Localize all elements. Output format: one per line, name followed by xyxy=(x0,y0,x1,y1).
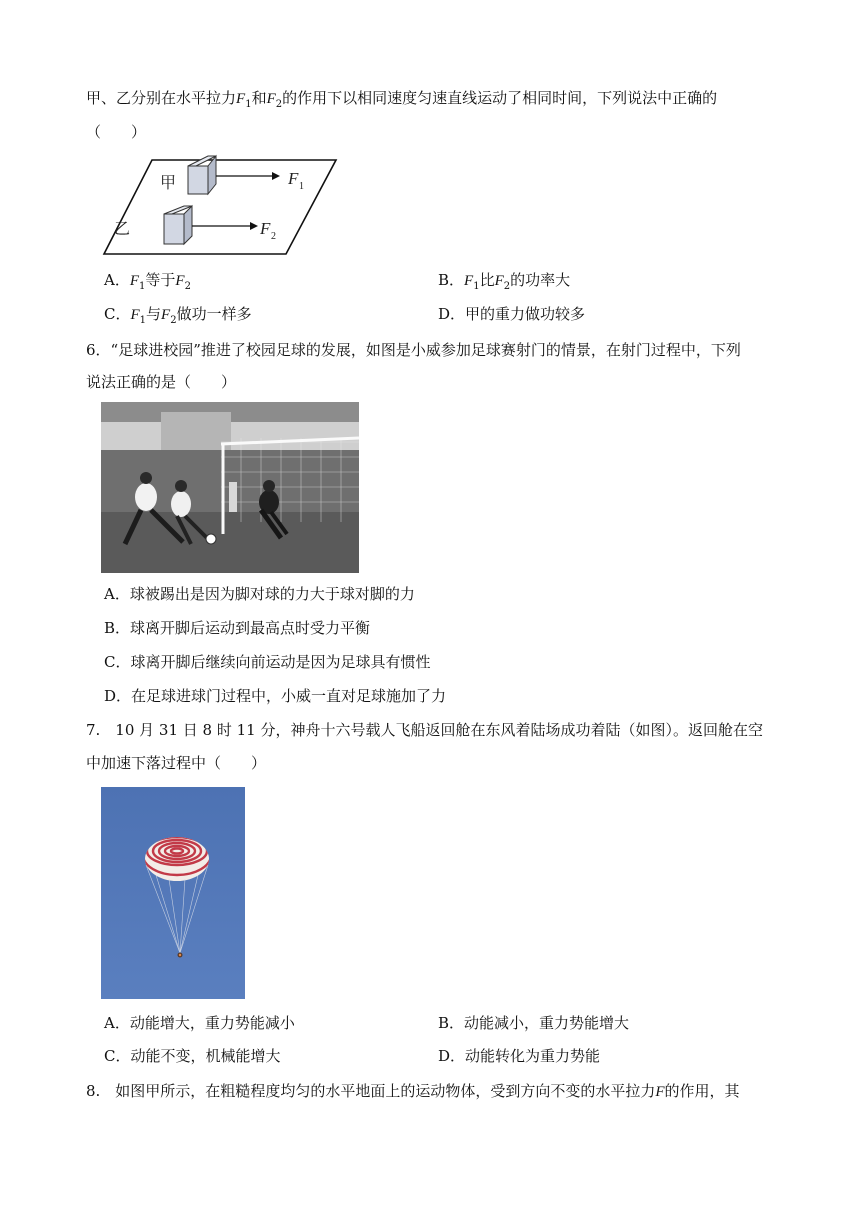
q7-option-c[interactable]: C．动能不变，机械能增大 xyxy=(104,1047,281,1065)
q5-figure-force-diagram xyxy=(100,150,340,258)
label-f2: F xyxy=(260,219,271,238)
q6-stem-line1: 6．“足球进校园”推进了校园足球的发展，如图是小威参加足球赛射门的情景，在射门过程中，下列 xyxy=(86,341,741,359)
q5-option-d[interactable]: D．甲的重力做功较多 xyxy=(438,305,586,323)
q5-stem-line1: 甲、乙分别在水平拉力$F_1$和$F_2$的作用下以相同速度匀速直线运动了相同时间，下列说法中正确的 xyxy=(86,89,718,110)
q8-stem-line1: 8. 如图甲所示，在粗糙程度均匀的水平地面上的运动物体，受到方向不变的水平拉力F的作用，其 xyxy=(86,1082,740,1100)
q7-option-d[interactable]: D．动能转化为重力势能 xyxy=(438,1047,601,1065)
label-jia: 甲 xyxy=(160,173,177,192)
q6-option-b[interactable]: B．球离开脚后运动到最高点时受力平衡 xyxy=(104,619,371,637)
q7-option-a[interactable]: A．动能增大，重力势能减小 xyxy=(104,1014,295,1032)
q6-soccer-photo xyxy=(101,402,359,573)
label-f1-sub: 1 xyxy=(299,181,304,192)
q7-parachute-photo xyxy=(101,787,245,999)
label-yi: 乙 xyxy=(114,219,131,238)
q7-stem-line2: 中加速下落过程中（ ） xyxy=(86,754,267,772)
q5-option-b[interactable]: B．$F_1$比$F_2$的功率大 xyxy=(438,271,571,292)
q6-stem-line2: 说法正确的是（ ） xyxy=(86,373,237,391)
q7-stem-line1: 7. 10 月 31 日 8 时 11 分，神舟十六号载人飞船返回舱在东风着陆场成功着陆（如图）。返回舱在空 xyxy=(86,721,763,739)
q5-stem-line2: （ ） xyxy=(86,123,147,141)
label-f1: F xyxy=(288,169,299,188)
q6-option-c[interactable]: C．球离开脚后继续向前运动是因为足球具有惯性 xyxy=(104,653,431,671)
q5-option-a[interactable]: A．$F_1$等于$F_2$ xyxy=(104,271,191,292)
label-f2-sub: 2 xyxy=(271,231,276,242)
q6-option-d[interactable]: D．在足球进球门过程中，小威一直对足球施加了力 xyxy=(104,687,447,705)
q7-option-b[interactable]: B．动能减小，重力势能增大 xyxy=(438,1014,630,1032)
q5-option-c[interactable]: C．$F_1$与$F_2$做功一样多 xyxy=(104,305,252,326)
q6-option-a[interactable]: A．球被踢出是因为脚对球的力大于球对脚的力 xyxy=(104,585,415,603)
